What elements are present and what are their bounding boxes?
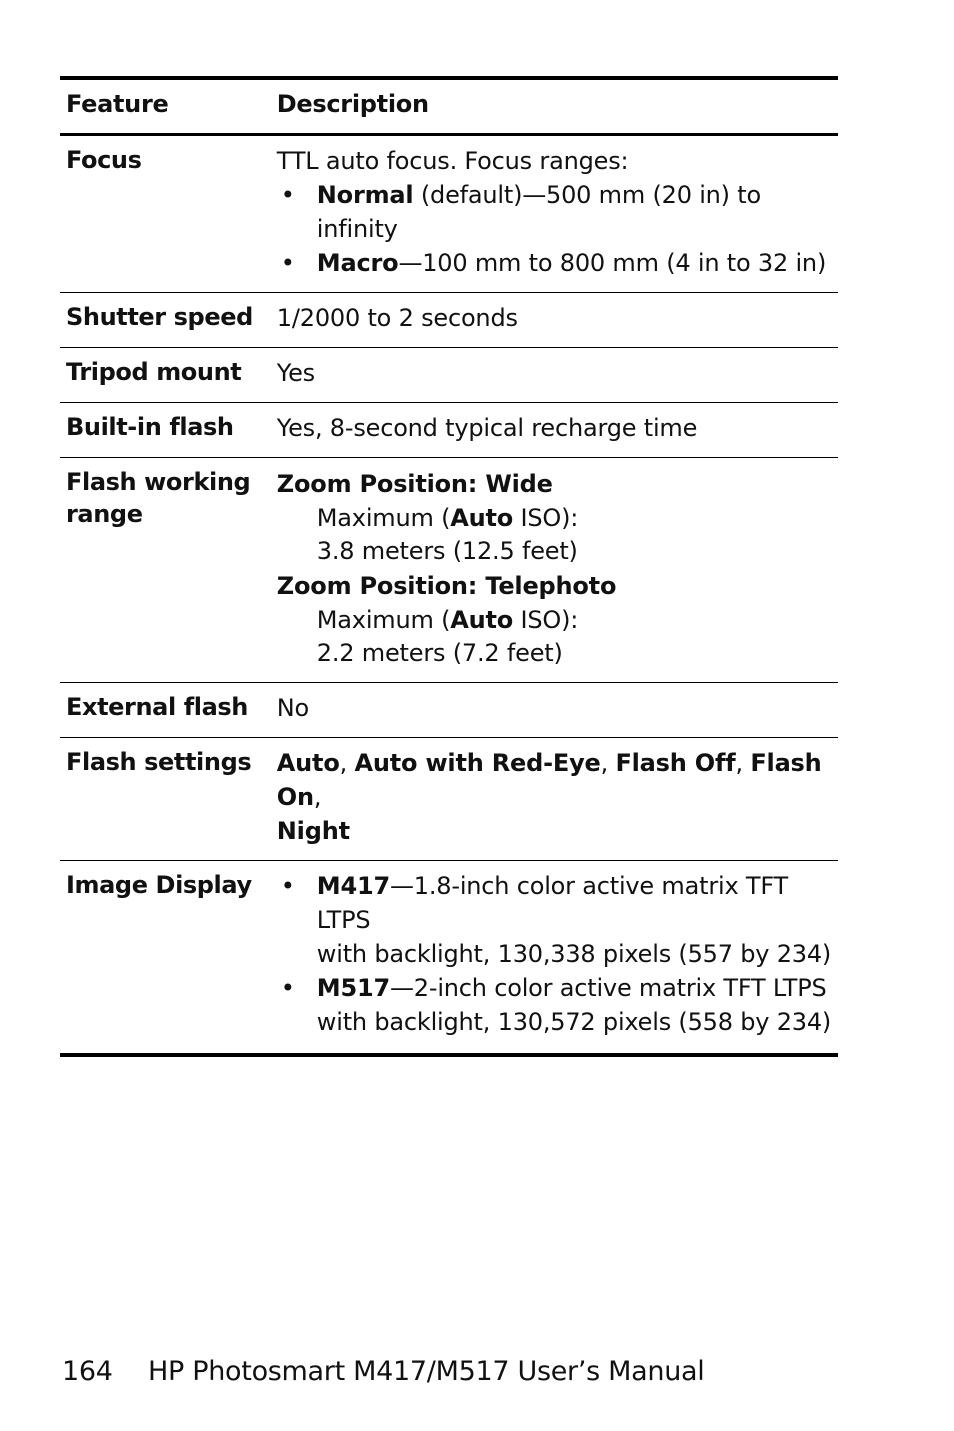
flash-option: Flash Off xyxy=(615,749,736,777)
zoom-wide-maximum xyxy=(277,502,832,535)
description-external-flash: No xyxy=(271,683,838,738)
zoom-telephoto-value: 2.2 meters (7.2 feet) xyxy=(316,639,563,667)
table-row-image-display xyxy=(60,861,838,1056)
focus-range-list xyxy=(277,178,832,280)
focus-macro-text: —100 mm to 800 mm (4 in to 32 in) xyxy=(398,249,827,277)
iso-suffix: ISO): xyxy=(513,504,579,532)
page-number: 164 xyxy=(62,1356,113,1387)
separator: , xyxy=(313,783,322,811)
zoom-wide-value: 3.8 meters (12.5 feet) xyxy=(316,537,578,565)
feature-label-line: Flash working xyxy=(66,468,251,496)
feature-flash-working-range xyxy=(60,458,271,683)
flash-option: Flash On xyxy=(276,749,822,811)
list-item xyxy=(277,971,832,1039)
description-shutter-speed: 1/2000 to 2 seconds xyxy=(271,293,838,348)
description-flash-settings xyxy=(271,738,838,861)
focus-normal-text: (default)—500 mm (20 in) to infinity xyxy=(316,181,761,243)
manual-title: HP Photosmart M417/M517 User’s Manual xyxy=(148,1356,705,1387)
description-focus xyxy=(271,135,838,293)
table-row-flash-settings xyxy=(60,738,838,861)
feature-focus: Focus xyxy=(60,135,271,293)
focus-macro-name: Macro xyxy=(316,249,399,277)
separator: , xyxy=(600,749,616,777)
maximum-prefix: Maximum ( xyxy=(316,606,451,634)
description-tripod-mount: Yes xyxy=(271,348,838,403)
header-feature: Feature xyxy=(60,78,271,135)
table-header-row xyxy=(60,78,838,135)
specifications-table xyxy=(60,76,838,1057)
m517-line2: with backlight, 130,572 pixels (558 by 234) xyxy=(316,1008,832,1036)
maximum-prefix: Maximum ( xyxy=(316,504,451,532)
auto-label: Auto xyxy=(450,606,514,634)
flash-option: Auto xyxy=(276,749,340,777)
table-row-external-flash xyxy=(60,683,838,738)
feature-built-in-flash: Built-in flash xyxy=(60,403,271,458)
description-image-display xyxy=(271,861,838,1056)
zoom-telephoto-maximum xyxy=(277,604,832,637)
feature-label-line: range xyxy=(66,500,143,528)
model-m517: M517 xyxy=(316,974,390,1002)
zoom-telephoto-heading: Zoom Position: Telephoto xyxy=(276,572,617,600)
list-item xyxy=(277,246,832,280)
feature-shutter-speed: Shutter speed xyxy=(60,293,271,348)
model-m417: M417 xyxy=(316,872,390,900)
focus-intro: TTL auto focus. Focus ranges: xyxy=(276,147,629,175)
table-row-shutter-speed xyxy=(60,293,838,348)
m417-line1: —1.8-inch color active matrix TFT LTPS xyxy=(316,872,788,934)
separator: , xyxy=(339,749,355,777)
iso-suffix: ISO): xyxy=(513,606,579,634)
feature-image-display: Image Display xyxy=(60,861,271,1056)
m517-line1: —2-inch color active matrix TFT LTPS xyxy=(389,974,827,1002)
feature-flash-settings: Flash settings xyxy=(60,738,271,861)
display-model-list xyxy=(277,869,832,1039)
feature-external-flash: External flash xyxy=(60,683,271,738)
flash-option: Night xyxy=(276,817,350,845)
page-footer xyxy=(62,1356,705,1387)
table-row-flash-working-range xyxy=(60,458,838,683)
list-item xyxy=(277,178,832,246)
feature-tripod-mount: Tripod mount xyxy=(60,348,271,403)
table-row-focus xyxy=(60,135,838,293)
description-flash-working-range xyxy=(271,458,838,683)
description-built-in-flash: Yes, 8-second typical recharge time xyxy=(271,403,838,458)
auto-label: Auto xyxy=(450,504,514,532)
separator: , xyxy=(735,749,751,777)
table-row-built-in-flash xyxy=(60,403,838,458)
list-item xyxy=(277,869,832,971)
table-row-tripod-mount xyxy=(60,348,838,403)
m417-line2: with backlight, 130,338 pixels (557 by 234) xyxy=(316,940,832,968)
header-description: Description xyxy=(271,78,838,135)
focus-normal-name: Normal xyxy=(316,181,414,209)
zoom-wide-heading: Zoom Position: Wide xyxy=(276,470,553,498)
flash-option: Auto with Red-Eye xyxy=(354,749,601,777)
